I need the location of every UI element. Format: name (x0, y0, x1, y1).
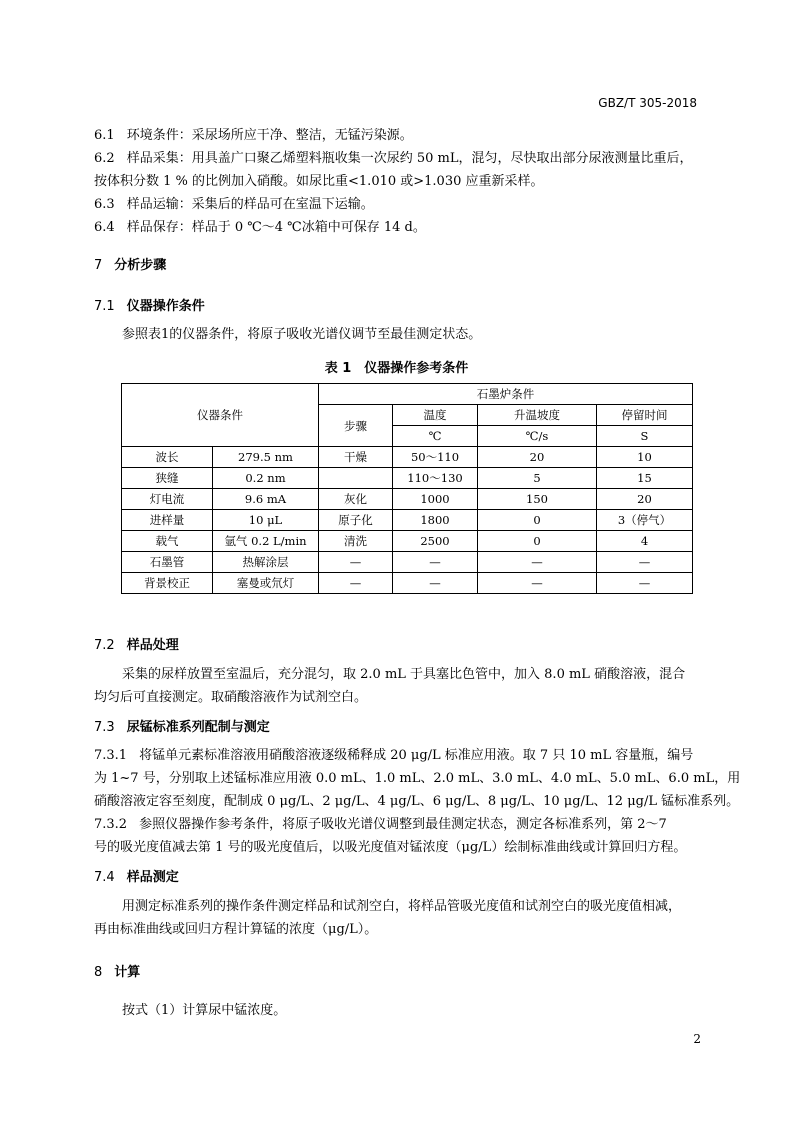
hold-cell: 15 (597, 468, 693, 489)
clause-number: 7.3.2 (94, 817, 128, 832)
section-title: 样品测定 (126, 870, 179, 885)
clause-number: 6.2 (94, 151, 115, 166)
clause-7-3-1-line-1 (94, 744, 699, 767)
ramp-cell: 0 (478, 531, 597, 552)
clause-number: 6.1 (94, 128, 115, 143)
param-cell: 石墨管 (122, 552, 213, 573)
param-cell: 进样量 (122, 510, 213, 531)
table-row (122, 510, 693, 531)
table-row (122, 468, 693, 489)
hold-cell: — (597, 573, 693, 594)
param-cell: 载气 (122, 531, 213, 552)
ramp-cell: 150 (478, 489, 597, 510)
clause-number: 6.4 (94, 220, 115, 235)
clause-6-1 (94, 124, 699, 147)
temp-cell: 1800 (393, 510, 478, 531)
standard-number: GBZ/T 305-2018 (598, 96, 697, 110)
step-cell: 灰化 (319, 489, 393, 510)
ramp-cell: 0 (478, 510, 597, 531)
unit-ramp: ℃/s (478, 426, 597, 447)
value-cell: 热解涂层 (213, 552, 319, 573)
section-number: 8 (94, 965, 103, 980)
param-cell: 背景校正 (122, 573, 213, 594)
step-cell: — (319, 573, 393, 594)
header-step: 步骤 (319, 405, 393, 447)
section-title: 计算 (114, 965, 141, 980)
section-7-4-line-1: 用测定标准系列的操作条件测定样品和试剂空白，将样品管吸光度值和试剂空白的吸光度值相减， (122, 899, 682, 914)
section-8-heading (94, 961, 140, 980)
section-8-body: 按式（1）计算尿中锰浓度。 (122, 1003, 287, 1018)
section-7-2-line-1: 采集的尿样放置至室温后，充分混匀，取 2.0 mL 于具塞比色管中，加入 8.0 mL 硝酸溶液，混合 (122, 667, 686, 682)
value-cell: 9.6 mA (213, 489, 319, 510)
clause-7-3-1-line-3: 硝酸溶液定容至刻度，配制成 0 μg/L、2 μg/L、4 μg/L、6 μg/L、8 μg/L、10 μg/L、12 μg/L 锰标准系列。 (94, 794, 740, 809)
section-title: 仪器操作条件 (126, 299, 205, 314)
clause-number: 6.3 (94, 197, 115, 212)
section-number: 7.3 (94, 720, 115, 735)
section-number: 7.2 (94, 638, 115, 653)
ramp-cell: 5 (478, 468, 597, 489)
step-cell: 清洗 (319, 531, 393, 552)
section-number: 7.1 (94, 299, 115, 314)
hold-cell: — (597, 552, 693, 573)
hold-cell: 10 (597, 447, 693, 468)
clause-text: 将锰单元素标准溶液用硝酸溶液逐级稀释成 20 μg/L 标准应用液。取 7 只 10 mL 容量瓶，编号 (139, 748, 694, 763)
clause-6-2-continued: 按体积分数 1 % 的比例加入硝酸。如尿比重<1.010 或>1.030 应重新采样。 (94, 174, 544, 189)
clause-7-3-1-line-2: 为 1~7 号，分别取上述锰标准应用液 0.0 mL、1.0 mL、2.0 mL、3.0 mL、4.0 mL、5.0 mL、6.0 mL，用 (94, 771, 741, 786)
param-cell: 狭缝 (122, 468, 213, 489)
clause-6-4 (94, 216, 699, 239)
step-cell: — (319, 552, 393, 573)
instrument-conditions-table (121, 383, 693, 594)
section-7-3-heading (94, 716, 270, 735)
clause-text: 环境条件：采尿场所应干净、整洁，无锰污染源。 (126, 128, 413, 143)
value-cell: 0.2 nm (213, 468, 319, 489)
page-number: 2 (693, 1032, 701, 1046)
clause-text: 样品运输：采集后的样品可在室温下运输。 (126, 197, 374, 212)
value-cell: 279.5 nm (213, 447, 319, 468)
clause-6-2 (94, 147, 699, 170)
clause-number: 7.3.1 (94, 748, 128, 763)
section-7-4-heading (94, 866, 179, 885)
clause-text: 样品保存：样品于 0 ℃～4 ℃冰箱中可保存 14 d。 (126, 220, 426, 235)
temp-cell: 110～130 (393, 468, 478, 489)
param-cell: 波长 (122, 447, 213, 468)
clause-text: 参照仪器操作参考条件，将原子吸收光谱仪调整到最佳测定状态，测定各标准系列，第 2～7 (139, 817, 667, 832)
step-cell (319, 468, 393, 489)
value-cell: 氩气 0.2 L/min (213, 531, 319, 552)
clause-7-3-2-line-1 (94, 813, 699, 836)
clause-text: 样品采集：用具盖广口聚乙烯塑料瓶收集一次尿约 50 mL，混匀，尽快取出部分尿液测量比重后， (126, 151, 693, 166)
table-row (122, 531, 693, 552)
temp-cell: — (393, 552, 478, 573)
table-row (122, 489, 693, 510)
section-title: 尿锰标准系列配制与测定 (126, 720, 270, 735)
ramp-cell: — (478, 573, 597, 594)
section-7-4-line-2: 再由标准曲线或回归方程计算锰的浓度（μg/L）。 (94, 922, 378, 937)
section-7-heading (94, 254, 166, 273)
header-ramp: 升温坡度 (478, 405, 597, 426)
header-furnace-conditions: 石墨炉条件 (319, 384, 693, 405)
temp-cell: — (393, 573, 478, 594)
step-cell: 干燥 (319, 447, 393, 468)
section-7-1-heading (94, 295, 205, 314)
table-row (122, 552, 693, 573)
clause-7-3-2-line-2: 号的吸光度值减去第 1 号的吸光度值后，以吸光度值对锰浓度（μg/L）绘制标准曲线或计算回归方程。 (94, 840, 687, 855)
section-7-2-heading (94, 634, 179, 653)
value-cell: 10 μL (213, 510, 319, 531)
header-instrument-conditions: 仪器条件 (122, 384, 319, 447)
hold-cell: 20 (597, 489, 693, 510)
param-cell: 灯电流 (122, 489, 213, 510)
temp-cell: 1000 (393, 489, 478, 510)
header-hold-time: 停留时间 (597, 405, 693, 426)
section-number: 7.4 (94, 870, 115, 885)
step-cell: 原子化 (319, 510, 393, 531)
table-caption: 表 1 仪器操作参考条件 (324, 361, 469, 376)
temp-cell: 2500 (393, 531, 478, 552)
clause-6-3 (94, 193, 699, 216)
hold-cell: 4 (597, 531, 693, 552)
section-7-2-line-2: 均匀后可直接测定。取硝酸溶液作为试剂空白。 (94, 690, 368, 705)
header-temperature: 温度 (393, 405, 478, 426)
value-cell: 塞曼或氘灯 (213, 573, 319, 594)
section-7-1-body: 参照表1的仪器条件，将原子吸收光谱仪调节至最佳测定状态。 (122, 327, 482, 342)
section-title: 分析步骤 (114, 258, 167, 273)
hold-cell: 3（停气） (597, 510, 693, 531)
ramp-cell: — (478, 552, 597, 573)
ramp-cell: 20 (478, 447, 597, 468)
table-row (122, 573, 693, 594)
section-title: 样品处理 (126, 638, 179, 653)
section-number: 7 (94, 258, 103, 273)
table-row (122, 447, 693, 468)
temp-cell: 50～110 (393, 447, 478, 468)
unit-hold-time: S (597, 426, 693, 447)
unit-temperature: ℃ (393, 426, 478, 447)
